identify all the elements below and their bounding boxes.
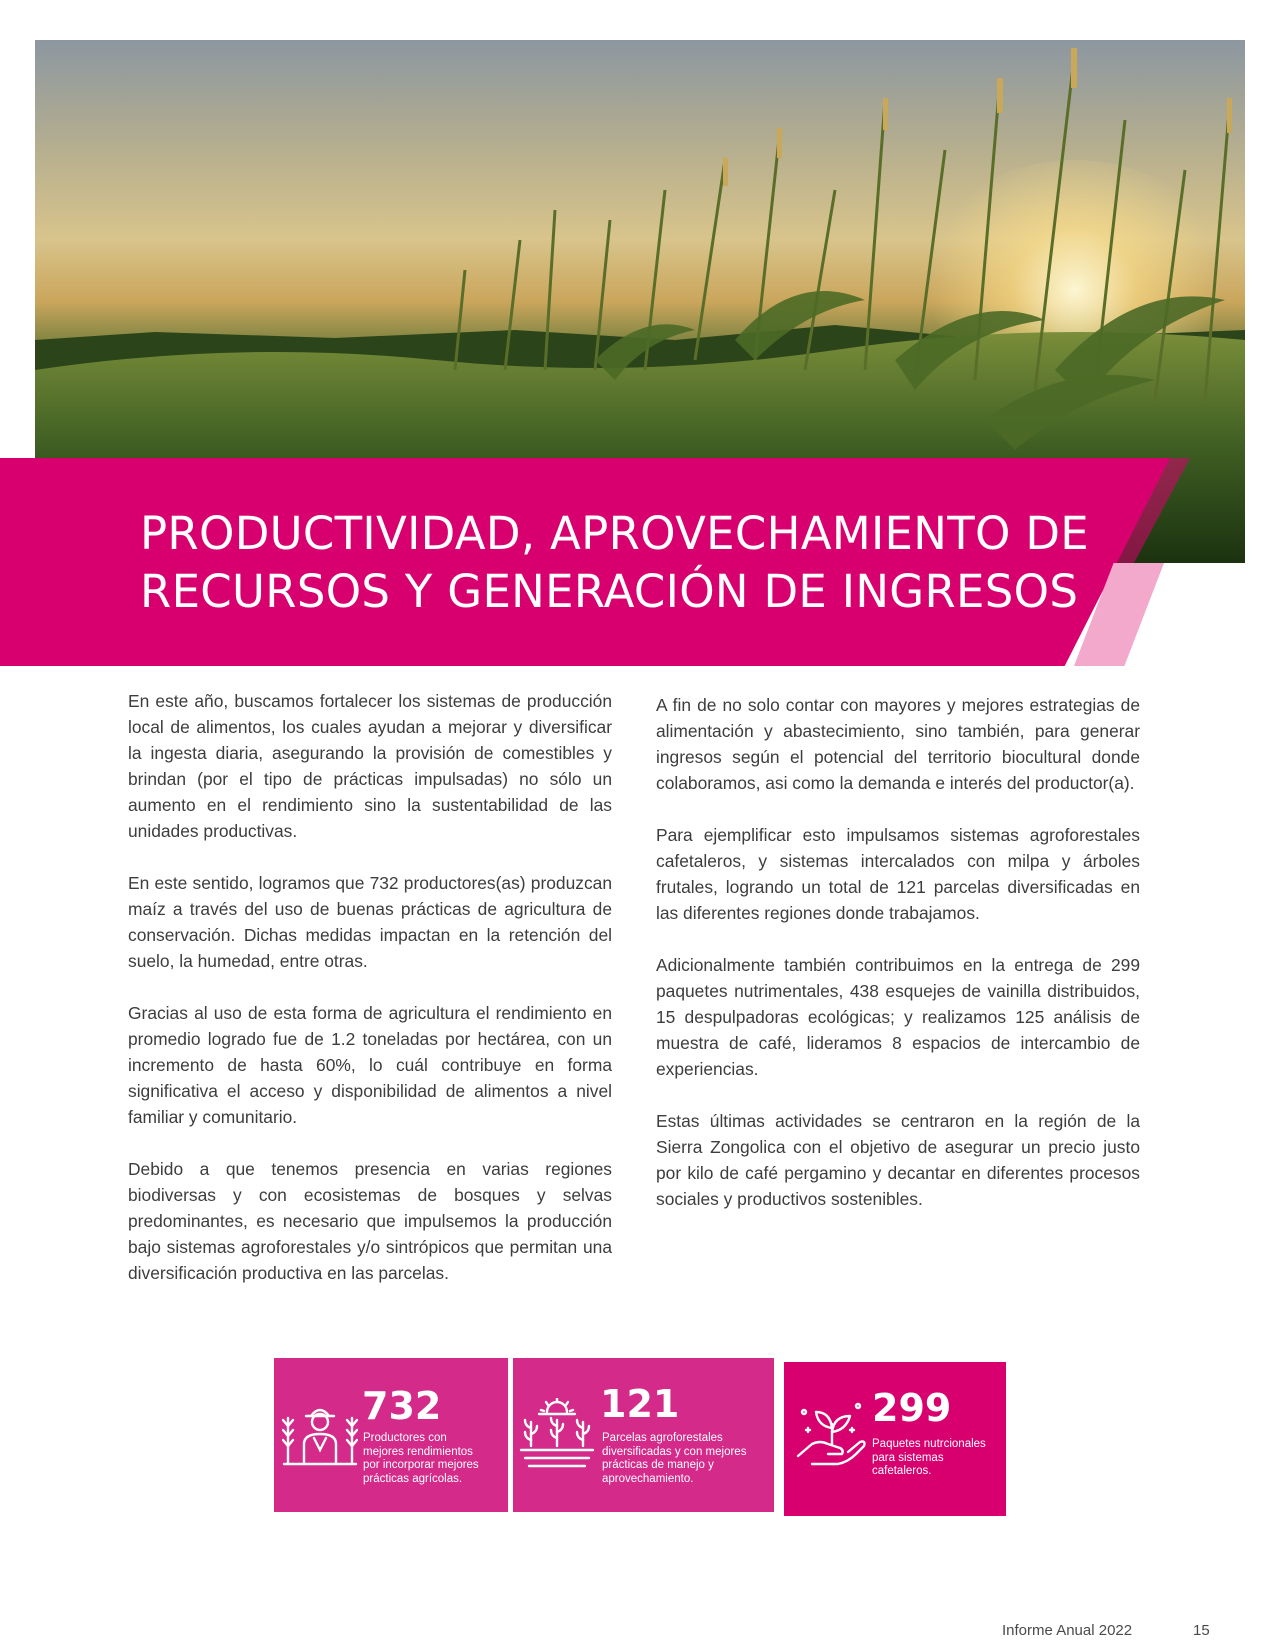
- stat-line: aprovechamiento.: [602, 1472, 694, 1485]
- title-line-2: RECURSOS Y GENERACIÓN DE INGRESOS: [140, 565, 1079, 618]
- stat-number: 299: [872, 1386, 952, 1430]
- stat-line: Paquetes nutrcionales: [872, 1438, 986, 1450]
- body-column-left: [128, 688, 612, 1312]
- title-line-1: PRODUCTIVIDAD, APROVECHAMIENTO DE: [140, 507, 1090, 560]
- stat-line: mejores rendimientos: [363, 1445, 473, 1458]
- stat-description: [602, 1432, 746, 1486]
- stat-description: [363, 1432, 479, 1486]
- farmer-icon: [282, 1402, 358, 1470]
- paragraph: A fin de no solo contar con mayores y mejores estrategias de alimentación y abastecimiento, sino también, para generar ingresos según el potencial del territorio biocultural donde colaboramos, asi como la demanda e interés del productor(a).: [656, 695, 1140, 793]
- stat-line: prácticas agrícolas.: [363, 1472, 463, 1485]
- hand-plant-icon: [794, 1398, 870, 1474]
- footer-report-label: Informe Anual 2022: [1002, 1622, 1133, 1639]
- paragraph: Estas últimas actividades se centraron en la región de la Sierra Zongolica con el objetivo de asegurar un precio justo por kilo de café pergamino y decantar en diferentes procesos sociales y productivos sostenibles.: [656, 1111, 1140, 1209]
- stat-line: Productores con: [363, 1432, 447, 1444]
- stat-box-packages: [784, 1362, 1006, 1516]
- paragraph: Gracias al uso de esta forma de agricultura el rendimiento en promedio logrado fue de 1.2 toneladas por hectárea, con un incremento de hasta 60%, lo cuál contribuye en forma significativa el acceso y disponibilidad de alimentos a nivel familiar y comunitario.: [128, 1003, 612, 1127]
- stat-line: prácticas de manejo y: [602, 1459, 714, 1471]
- stat-description: [872, 1438, 986, 1479]
- body-column-right: [656, 692, 1140, 1238]
- stat-line: cafetaleros.: [872, 1465, 932, 1477]
- page-title: [140, 505, 1100, 621]
- stat-line: para sistemas: [872, 1451, 944, 1464]
- paragraph: Para ejemplificar esto impulsamos sistemas agroforestales cafetaleros, y sistemas intercalados con milpa y árboles frutales, logrando un total de 121 parcelas diversificadas en las diferentes regiones donde trabajamos.: [656, 825, 1140, 923]
- paragraph: Debido a que tenemos presencia en varias regiones biodiversas y con ecosistemas de bosques y selvas predominantes, es necesario que impulsemos la producción bajo sistemas agroforestales y/o sintrópicos que permitan una diversificación productiva en las parcelas.: [128, 1159, 612, 1283]
- stat-number: 121: [600, 1382, 680, 1426]
- paragraph: Adicionalmente también contribuimos en la entrega de 299 paquetes nutrimentales, 438 esquejes de vainilla distribuidos, 15 despulpadoras ecológicas; y realizamos 125 análisis de muestra de café, lideramos 8 espacios de intercambio de experiencias.: [656, 955, 1140, 1079]
- paragraph: En este sentido, logramos que 732 productores(as) produzcan maíz a través del uso de buenas prácticas de agricultura de conservación. Dichas medidas impactan en la retención del suelo, la humedad, entre otras.: [128, 873, 612, 971]
- stat-box-producers: [274, 1358, 508, 1512]
- stat-line: por incorporar mejores: [363, 1459, 479, 1471]
- stat-number: 732: [362, 1384, 442, 1428]
- page-number: 15: [1193, 1622, 1210, 1639]
- stat-box-parcels: [513, 1358, 774, 1512]
- crop-field-sun-icon: [519, 1398, 595, 1468]
- stat-line: Parcelas agroforestales: [602, 1432, 723, 1444]
- stat-line: diversificadas y con mejores: [602, 1445, 747, 1458]
- paragraph: En este año, buscamos fortalecer los sistemas de producción local de alimentos, los cuales ayudan a mejorar y diversificar la ingesta diaria, asegurando la provisión de comestibles y brindan (por el tipo de prácticas impulsadas) no sólo un aumento en el rendimiento sino la sustentabilidad de las unidades productivas.: [128, 691, 612, 841]
